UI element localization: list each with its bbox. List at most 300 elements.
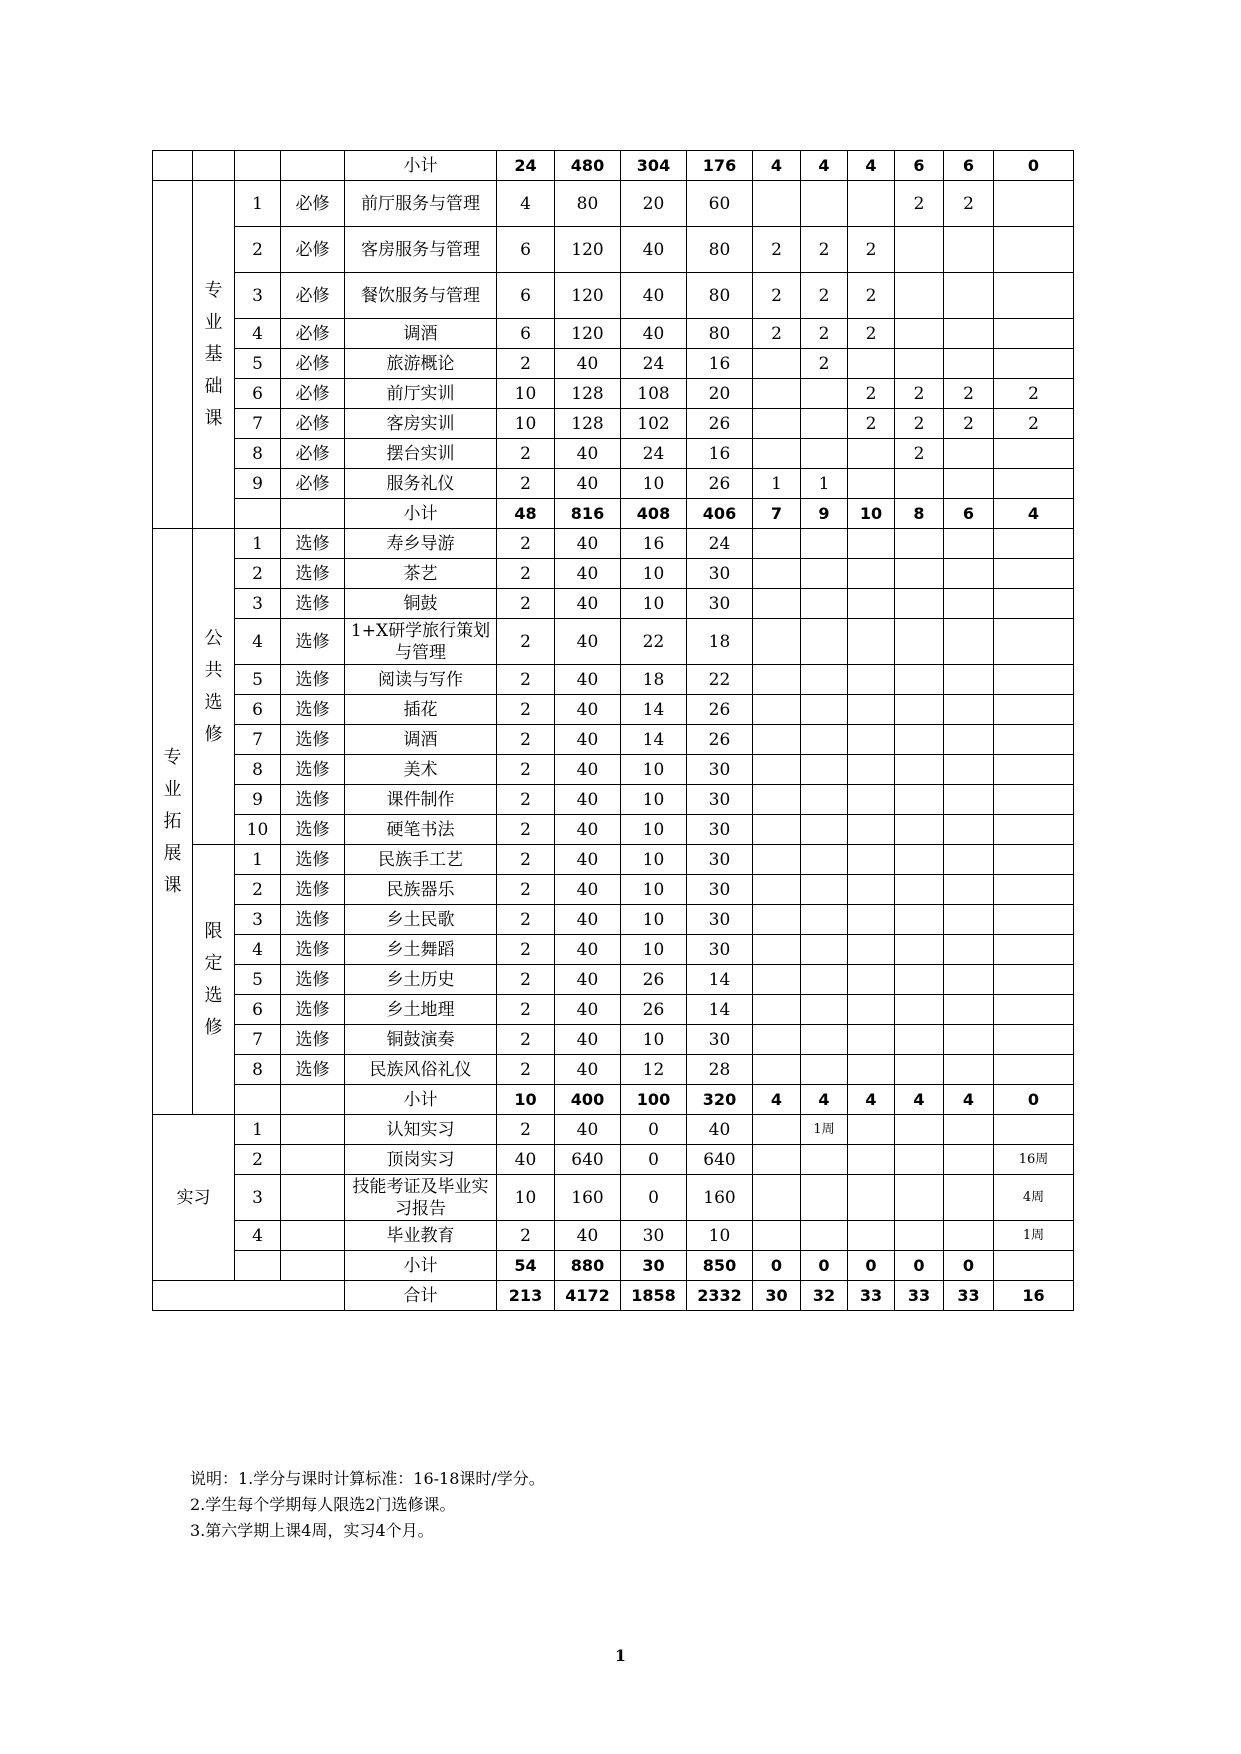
course-type: 必修	[281, 319, 345, 349]
semester-hours	[848, 785, 895, 815]
semester-hours	[994, 755, 1074, 785]
semester-hours	[895, 665, 944, 695]
course-credit: 40	[497, 1145, 555, 1175]
semester-hours	[895, 469, 944, 499]
subtotal-value: 4	[895, 1085, 944, 1115]
course-type: 选修	[281, 815, 345, 845]
course-hours: 40	[555, 619, 621, 665]
semester-hours	[753, 695, 801, 725]
table-row	[153, 755, 1074, 785]
semester-hours	[944, 845, 994, 875]
course-practice: 30	[687, 1025, 753, 1055]
subtotal-value: 24	[497, 151, 555, 181]
semester-hours	[994, 965, 1074, 995]
course-hours: 40	[555, 439, 621, 469]
course-hours: 40	[555, 725, 621, 755]
semester-hours	[801, 905, 848, 935]
subtotal-value: 408	[621, 499, 687, 529]
semester-hours	[895, 845, 944, 875]
semester-hours	[895, 1115, 944, 1145]
empty-cell	[153, 181, 193, 529]
empty-cell	[281, 1251, 345, 1281]
course-hours: 120	[555, 319, 621, 349]
semester-hours	[994, 665, 1074, 695]
course-no: 10	[235, 815, 281, 845]
course-practice: 30	[687, 755, 753, 785]
course-no: 6	[235, 995, 281, 1025]
course-no: 6	[235, 695, 281, 725]
table-row	[153, 875, 1074, 905]
course-type: 选修	[281, 559, 345, 589]
semester-hours: 2	[944, 409, 994, 439]
subtotal-value: 406	[687, 499, 753, 529]
course-practice: 16	[687, 439, 753, 469]
semester-hours	[848, 619, 895, 665]
subtotal-label: 小计	[345, 1251, 497, 1281]
course-hours: 128	[555, 379, 621, 409]
table-row	[153, 469, 1074, 499]
semester-hours	[994, 619, 1074, 665]
course-name: 技能考证及毕业实习报告	[345, 1175, 497, 1221]
semester-hours	[848, 995, 895, 1025]
course-no: 7	[235, 725, 281, 755]
course-theory: 40	[621, 273, 687, 319]
semester-hours: 2	[895, 439, 944, 469]
semester-hours	[895, 589, 944, 619]
subtotal-value: 480	[555, 151, 621, 181]
table-row	[153, 1145, 1074, 1175]
semester-hours	[994, 1055, 1074, 1085]
semester-hours	[994, 181, 1074, 227]
subtotal-label: 小计	[345, 151, 497, 181]
semester-hours	[801, 379, 848, 409]
semester-hours: 2	[944, 181, 994, 227]
course-name: 乡土舞蹈	[345, 935, 497, 965]
semester-hours	[848, 665, 895, 695]
subtotal-value: 880	[555, 1251, 621, 1281]
table-row	[153, 1025, 1074, 1055]
course-theory: 26	[621, 995, 687, 1025]
subtotal-label: 小计	[345, 499, 497, 529]
empty-cell	[235, 1085, 281, 1115]
semester-hours	[895, 725, 944, 755]
course-theory: 22	[621, 619, 687, 665]
course-theory: 26	[621, 965, 687, 995]
semester-hours	[944, 273, 994, 319]
course-practice: 640	[687, 1145, 753, 1175]
semester-hours: 2	[753, 319, 801, 349]
table-row	[153, 1251, 1074, 1281]
semester-hours	[753, 665, 801, 695]
course-type: 必修	[281, 439, 345, 469]
semester-hours	[944, 815, 994, 845]
course-credit: 2	[497, 965, 555, 995]
course-type: 选修	[281, 875, 345, 905]
semester-hours: 2	[848, 379, 895, 409]
course-practice: 80	[687, 227, 753, 273]
subtotal-value: 4	[848, 151, 895, 181]
course-practice: 30	[687, 589, 753, 619]
course-practice: 30	[687, 559, 753, 589]
semester-hours	[753, 1221, 801, 1251]
course-hours: 40	[555, 965, 621, 995]
semester-hours	[801, 589, 848, 619]
semester-hours	[753, 1055, 801, 1085]
table-row	[153, 499, 1074, 529]
course-no: 3	[235, 905, 281, 935]
course-type	[281, 1221, 345, 1251]
course-type: 选修	[281, 1025, 345, 1055]
course-credit: 2	[497, 559, 555, 589]
empty-cell	[281, 151, 345, 181]
semester-hours	[753, 589, 801, 619]
course-theory: 40	[621, 319, 687, 349]
course-practice: 30	[687, 785, 753, 815]
category-cell: 实习	[153, 1115, 235, 1281]
course-theory: 20	[621, 181, 687, 227]
semester-hours: 2	[753, 227, 801, 273]
semester-hours	[944, 665, 994, 695]
semester-hours	[895, 619, 944, 665]
subtotal-value: 30	[621, 1251, 687, 1281]
semester-hours: 2	[801, 227, 848, 273]
group-cell	[193, 845, 235, 1115]
semester-hours	[944, 559, 994, 589]
course-credit: 2	[497, 935, 555, 965]
total-value: 30	[753, 1281, 801, 1311]
semester-hours	[895, 349, 944, 379]
course-theory: 10	[621, 469, 687, 499]
course-credit: 6	[497, 319, 555, 349]
course-name: 1+X研学旅行策划与管理	[345, 619, 497, 665]
semester-hours	[801, 665, 848, 695]
semester-hours	[944, 1175, 994, 1221]
empty-cell	[235, 1251, 281, 1281]
table-row	[153, 695, 1074, 725]
semester-hours	[895, 1145, 944, 1175]
semester-hours	[801, 409, 848, 439]
table-row	[153, 1115, 1074, 1145]
course-name: 认知实习	[345, 1115, 497, 1145]
course-hours: 40	[555, 785, 621, 815]
semester-hours	[848, 1055, 895, 1085]
course-theory: 14	[621, 725, 687, 755]
semester-hours	[944, 935, 994, 965]
vertical-label: 专业基础课	[204, 279, 223, 429]
semester-hours	[994, 469, 1074, 499]
course-type: 选修	[281, 1055, 345, 1085]
course-hours: 40	[555, 995, 621, 1025]
course-hours: 40	[555, 905, 621, 935]
course-theory: 10	[621, 935, 687, 965]
semester-hours	[994, 845, 1074, 875]
subtotal-value: 4	[753, 1085, 801, 1115]
course-hours: 40	[555, 845, 621, 875]
semester-hours	[848, 1115, 895, 1145]
course-credit: 2	[497, 995, 555, 1025]
total-value: 33	[848, 1281, 895, 1311]
semester-hours	[848, 529, 895, 559]
semester-hours	[801, 935, 848, 965]
course-name: 乡土历史	[345, 965, 497, 995]
table-row	[153, 725, 1074, 755]
semester-hours: 2	[994, 409, 1074, 439]
semester-hours	[848, 1025, 895, 1055]
course-credit: 2	[497, 875, 555, 905]
semester-hours	[801, 439, 848, 469]
course-type: 必修	[281, 227, 345, 273]
semester-hours	[848, 589, 895, 619]
course-name: 前厅实训	[345, 379, 497, 409]
course-no: 1	[235, 845, 281, 875]
course-theory: 102	[621, 409, 687, 439]
course-name: 毕业教育	[345, 1221, 497, 1251]
course-theory: 14	[621, 695, 687, 725]
semester-hours	[895, 935, 944, 965]
subtotal-value: 4	[753, 151, 801, 181]
subtotal-value: 0	[994, 151, 1074, 181]
course-practice: 20	[687, 379, 753, 409]
semester-hours	[994, 559, 1074, 589]
semester-hours: 2	[895, 181, 944, 227]
course-theory: 0	[621, 1175, 687, 1221]
semester-hours	[848, 181, 895, 227]
semester-hours	[801, 815, 848, 845]
course-no: 4	[235, 319, 281, 349]
semester-hours	[848, 725, 895, 755]
course-practice: 30	[687, 935, 753, 965]
table-row	[153, 665, 1074, 695]
course-credit: 6	[497, 273, 555, 319]
category-cell	[193, 181, 235, 529]
table-row	[153, 1281, 1074, 1311]
page-number: 1	[614, 1646, 627, 1665]
total-value: 33	[895, 1281, 944, 1311]
semester-hours	[753, 1175, 801, 1221]
semester-hours: 1周	[994, 1221, 1074, 1251]
course-no: 5	[235, 349, 281, 379]
subtotal-value: 4	[994, 499, 1074, 529]
course-theory: 10	[621, 1025, 687, 1055]
table-row	[153, 905, 1074, 935]
semester-hours: 2	[753, 273, 801, 319]
semester-hours	[801, 619, 848, 665]
semester-hours: 1	[753, 469, 801, 499]
total-label: 合计	[345, 1281, 497, 1311]
semester-hours	[848, 1145, 895, 1175]
course-name: 餐饮服务与管理	[345, 273, 497, 319]
subtotal-value: 816	[555, 499, 621, 529]
subtotal-value: 6	[944, 151, 994, 181]
semester-hours	[801, 1055, 848, 1085]
course-no: 3	[235, 589, 281, 619]
empty-cell	[235, 151, 281, 181]
total-value: 4172	[555, 1281, 621, 1311]
semester-hours	[944, 995, 994, 1025]
semester-hours	[944, 725, 994, 755]
semester-hours	[895, 1175, 944, 1221]
course-credit: 2	[497, 1115, 555, 1145]
course-credit: 2	[497, 589, 555, 619]
course-name: 寿乡导游	[345, 529, 497, 559]
semester-hours	[944, 619, 994, 665]
semester-hours	[753, 349, 801, 379]
course-name: 茶艺	[345, 559, 497, 589]
course-hours: 640	[555, 1145, 621, 1175]
subtotal-value: 4	[848, 1085, 895, 1115]
note-1: 说明：1.学分与课时计算标准：16-18课时/学分。	[190, 1469, 545, 1488]
course-type: 必修	[281, 469, 345, 499]
semester-hours: 1	[801, 469, 848, 499]
course-hours: 40	[555, 349, 621, 379]
semester-hours	[801, 695, 848, 725]
note-3: 3.第六学期上课4周，实习4个月。	[190, 1521, 434, 1540]
semester-hours	[848, 965, 895, 995]
course-hours: 40	[555, 665, 621, 695]
course-no: 7	[235, 1025, 281, 1055]
course-type: 选修	[281, 725, 345, 755]
course-hours: 40	[555, 815, 621, 845]
course-practice: 30	[687, 875, 753, 905]
semester-hours	[944, 785, 994, 815]
course-hours: 40	[555, 1115, 621, 1145]
semester-hours	[944, 589, 994, 619]
course-practice: 24	[687, 529, 753, 559]
course-no: 6	[235, 379, 281, 409]
semester-hours	[848, 905, 895, 935]
course-hours: 40	[555, 935, 621, 965]
semester-hours: 1周	[801, 1115, 848, 1145]
course-type	[281, 1115, 345, 1145]
course-credit: 2	[497, 845, 555, 875]
course-credit: 2	[497, 1025, 555, 1055]
notes	[190, 1466, 545, 1544]
course-hours: 40	[555, 529, 621, 559]
semester-hours: 2	[994, 379, 1074, 409]
semester-hours	[848, 875, 895, 905]
course-credit: 2	[497, 905, 555, 935]
semester-hours	[753, 529, 801, 559]
course-hours: 80	[555, 181, 621, 227]
table-row	[153, 1175, 1074, 1221]
course-practice: 26	[687, 409, 753, 439]
table-row	[153, 181, 1074, 227]
semester-hours	[944, 1145, 994, 1175]
semester-hours	[895, 905, 944, 935]
course-type: 选修	[281, 845, 345, 875]
subtotal-value: 400	[555, 1085, 621, 1115]
course-name: 铜鼓	[345, 589, 497, 619]
course-credit: 2	[497, 815, 555, 845]
semester-hours	[753, 905, 801, 935]
course-name: 顶岗实习	[345, 1145, 497, 1175]
course-credit: 2	[497, 1055, 555, 1085]
table-row	[153, 559, 1074, 589]
semester-hours: 2	[801, 349, 848, 379]
semester-hours	[944, 875, 994, 905]
course-credit: 4	[497, 181, 555, 227]
semester-hours	[848, 559, 895, 589]
course-practice: 30	[687, 905, 753, 935]
course-no: 1	[235, 1115, 281, 1145]
course-no: 8	[235, 1055, 281, 1085]
table-row	[153, 1055, 1074, 1085]
course-type: 选修	[281, 589, 345, 619]
semester-hours	[895, 227, 944, 273]
semester-hours	[895, 1055, 944, 1085]
course-theory: 10	[621, 559, 687, 589]
vertical-label: 限定选修	[204, 920, 223, 1038]
course-practice: 60	[687, 181, 753, 227]
course-name: 客房实训	[345, 409, 497, 439]
semester-hours	[801, 1221, 848, 1251]
semester-hours	[895, 273, 944, 319]
course-theory: 10	[621, 905, 687, 935]
semester-hours	[944, 227, 994, 273]
subtotal-value: 9	[801, 499, 848, 529]
semester-hours	[848, 755, 895, 785]
semester-hours	[801, 965, 848, 995]
semester-hours	[944, 439, 994, 469]
course-no: 5	[235, 965, 281, 995]
semester-hours	[801, 725, 848, 755]
course-hours: 160	[555, 1175, 621, 1221]
semester-hours	[994, 349, 1074, 379]
semester-hours	[753, 1145, 801, 1175]
course-theory: 24	[621, 439, 687, 469]
semester-hours	[895, 785, 944, 815]
semester-hours	[944, 349, 994, 379]
semester-hours	[895, 875, 944, 905]
course-name: 插花	[345, 695, 497, 725]
subtotal-value: 8	[895, 499, 944, 529]
subtotal-value: 6	[895, 151, 944, 181]
semester-hours	[753, 785, 801, 815]
table-row	[153, 273, 1074, 319]
semester-hours	[801, 1145, 848, 1175]
semester-hours	[994, 273, 1074, 319]
course-type	[281, 1175, 345, 1221]
subtotal-value: 0	[753, 1251, 801, 1281]
semester-hours: 2	[895, 379, 944, 409]
course-type: 选修	[281, 619, 345, 665]
semester-hours	[753, 875, 801, 905]
vertical-label: 专业拓展课	[163, 746, 182, 896]
vertical-label: 公共选修	[204, 627, 223, 745]
total-value: 1858	[621, 1281, 687, 1311]
course-no: 5	[235, 665, 281, 695]
course-practice: 80	[687, 319, 753, 349]
semester-hours	[944, 1025, 994, 1055]
course-practice: 80	[687, 273, 753, 319]
course-no: 9	[235, 785, 281, 815]
subtotal-value: 7	[753, 499, 801, 529]
course-name: 民族风俗礼仪	[345, 1055, 497, 1085]
course-type: 必修	[281, 379, 345, 409]
course-no: 8	[235, 439, 281, 469]
table-row	[153, 589, 1074, 619]
empty-cell	[193, 151, 235, 181]
table-row	[153, 227, 1074, 273]
semester-hours	[753, 755, 801, 785]
course-type: 必修	[281, 349, 345, 379]
course-practice: 26	[687, 469, 753, 499]
course-hours: 120	[555, 227, 621, 273]
course-credit: 2	[497, 469, 555, 499]
course-hours: 40	[555, 589, 621, 619]
semester-hours: 2	[944, 379, 994, 409]
table-row	[153, 815, 1074, 845]
